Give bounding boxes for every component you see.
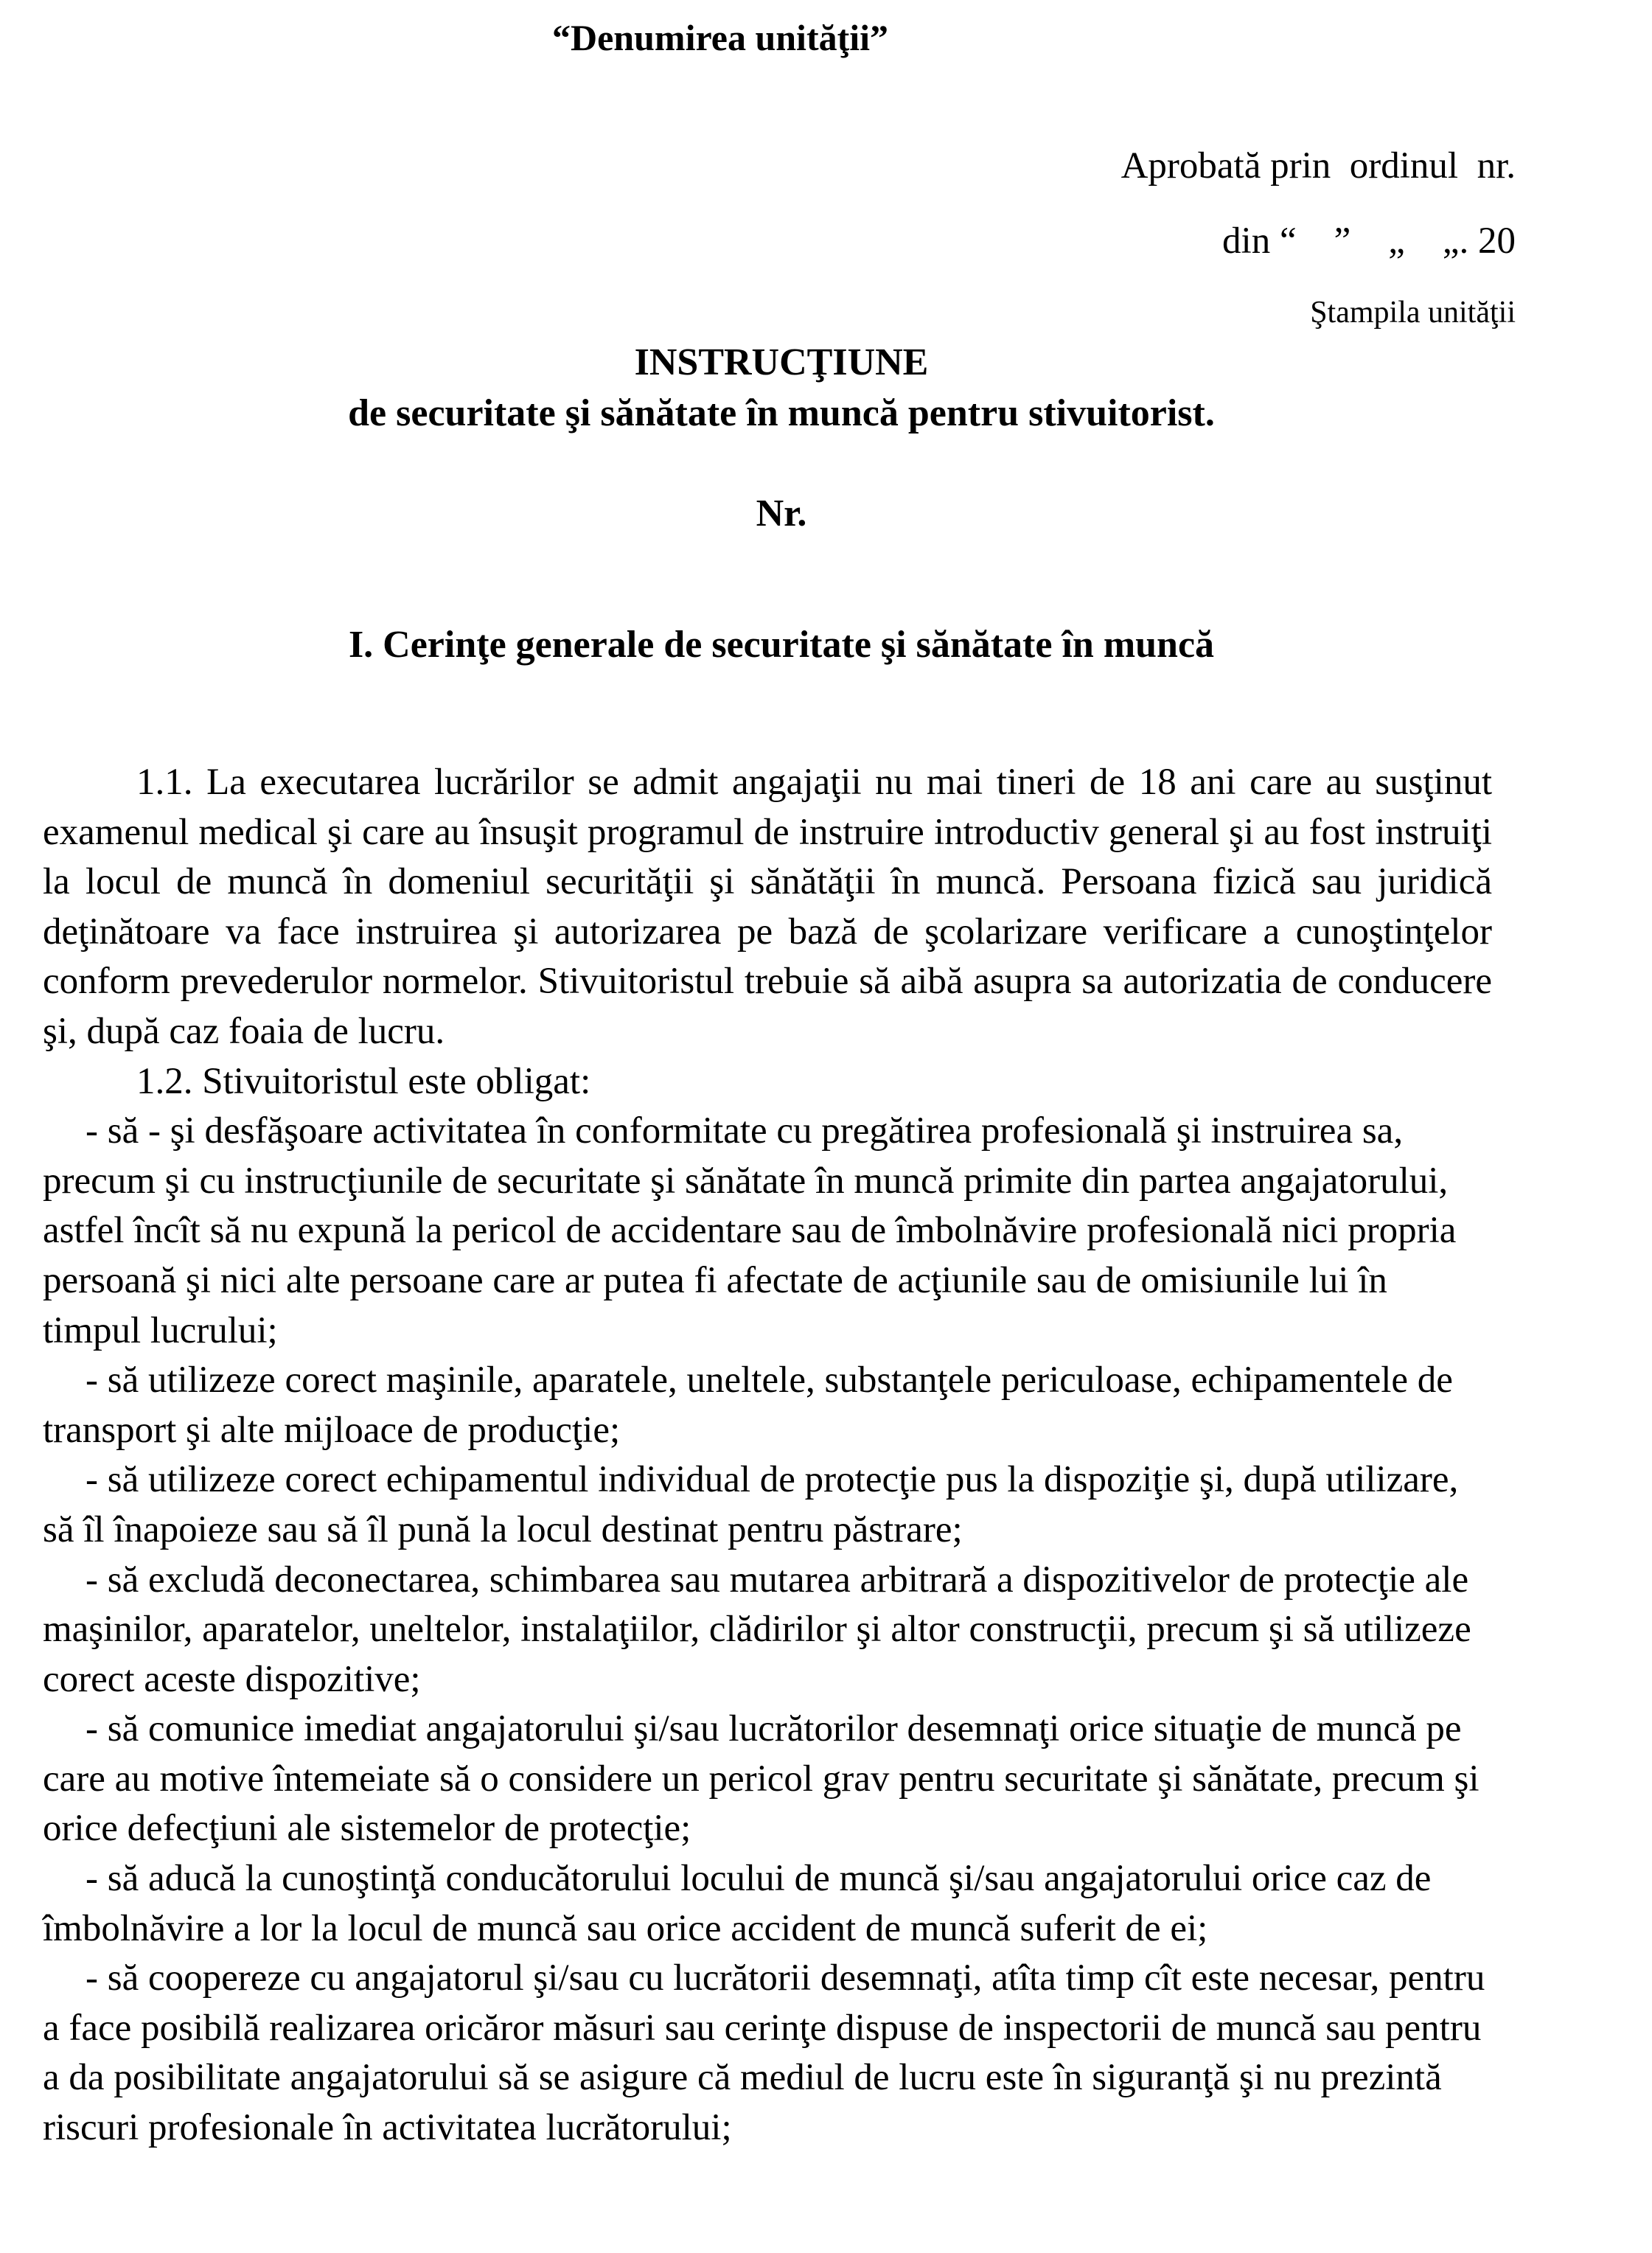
document-subtitle: de securitate şi sănătate în muncă pentru stivuitorist. [348,392,1215,434]
approval-block [1121,115,1516,360]
obligation-item: - să utilizeze corect maşinile, aparatele, uneltele, substanţele periculoase, echipamentele de transport şi alte mijloace de producţie; [43,1359,1453,1451]
obligation-item: - să utilizeze corect echipamentul individual de protecţie pus la dispoziţie şi, după utilizare, să îl înapoieze sau să îl pună la locul destinat pentru păstrare; [43,1459,1459,1550]
paragraph-1-2: 1.2. Stivuitoristul este obligat: [136,1060,591,1102]
document-body [43,758,1492,2153]
obligation-item: - să - şi desfăşoare activitatea în conformitate cu pregătirea profesională şi instruirea sa, precum şi cu instrucţiunile de securitate şi sănătate în muncă primite din partea angajatorului, astfel încît să nu expună la pericol de accidentare sau de îmbolnăvire profesională nici propria persoană şi nici alte persoane care ar putea fi afectate de acţiunile sau de omisiunile lui în timpul lucrului; [43,1110,1457,1351]
approval-order-line: Aprobată prin ordinul nr. [1120,145,1516,187]
document-number: Nr. [756,492,807,534]
obligation-item: - să aducă la cunoştinţă conducătorului locului de muncă şi/sau angajatorului orice caz de îmbolnăvire a lor la locul de muncă sau orice accident de muncă suferit de ei; [43,1858,1432,1949]
obligation-item: - să comunice imediat angajatorului şi/sau lucrătorilor desemnaţi orice situaţie de muncă pe care au motive întemeiate să o considere un pericol grav pentru securitate şi sănătate, precum şi orice defecţiuni ale sistemelor de protecţie; [43,1708,1480,1850]
obligation-item: - să excludă deconectarea, schimbarea sau mutarea arbitrară a dispozitivelor de protecţie ale maşinilor, aparatelor, uneltelor, instalaţiilor, clădirilor şi altor construcţii, precum şi să utilizeze corect aceste dispozitive; [43,1559,1471,1700]
section-heading: I. Cerinţe generale de securitate şi sănătate în muncă [348,624,1215,666]
approval-date-line: din “ ” „ „. 20 [1222,220,1516,262]
obligation-item: - să coopereze cu angajatorul şi/sau cu lucrătorii desemnaţi, atîta timp cît este necesar, pentru a face posibilă realizarea oricăror măsuri sau cerinţe dispuse de inspectorii de muncă sau pentru a da posibilitate angajatorului să se asigure că mediul de lucru este în siguranţă şi nu prezintă riscuri profesionale în activitatea lucrătorului; [43,1957,1485,2149]
document-title: INSTRUCŢIUNE [634,341,929,383]
paragraph-1-1: 1.1. La executarea lucrărilor se admit angajaţii nu mai tineri de 18 ani care au susţinut examenul medical şi care au însuşit programul de instruire introductiv general şi au fost instruiţi la locul de muncă în domeniul securităţii şi sănătăţii în muncă. Persoana fizică sau juridică deţinătoare va face instruirea şi autorizarea pe bază de şcolarizare verificare a cunoştinţelor conform prevederulor normelor. Stivuitoristul trebuie să aibă asupra sa autorizatia de conducere şi, după caz foaia de lucru. [43,762,1492,1052]
unit-name: “Denumirea unităţii” [552,17,889,58]
unit-stamp-label: Ştampila unităţii [1310,296,1516,330]
